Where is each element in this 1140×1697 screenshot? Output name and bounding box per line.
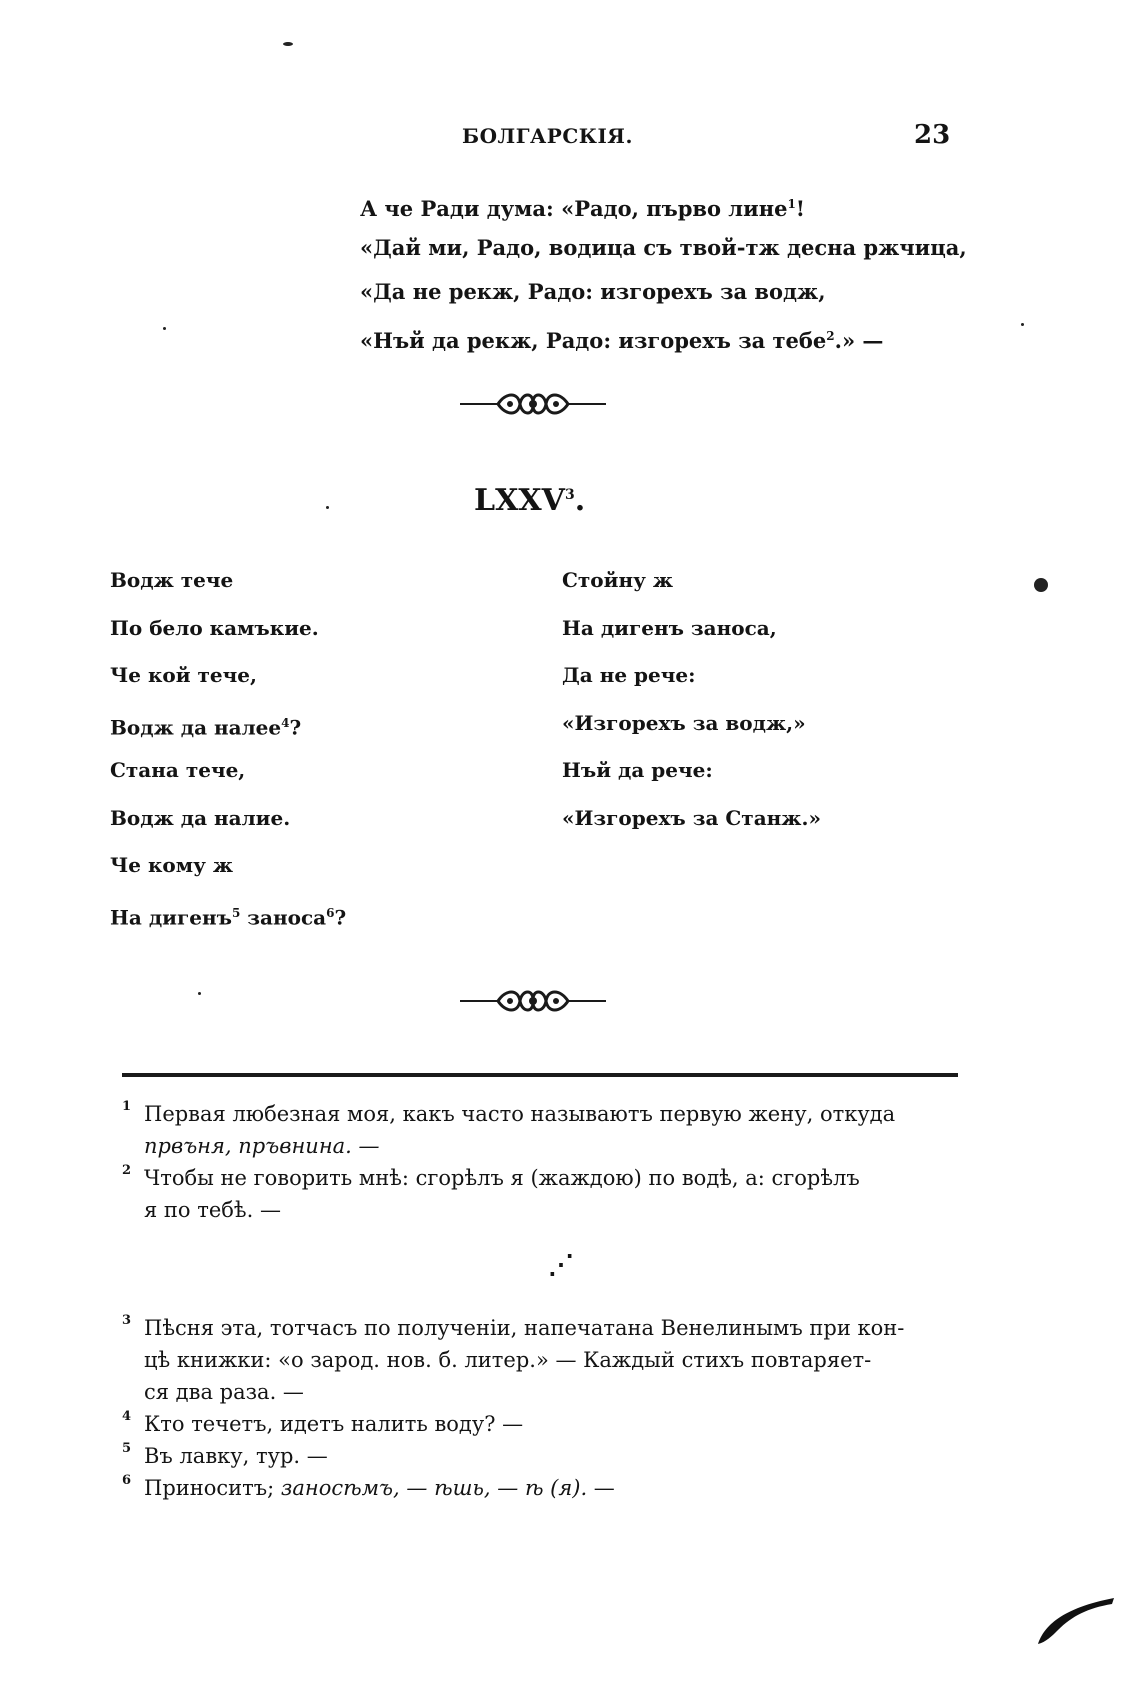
page-number: 23 [914,120,951,150]
verse-line: «Нъй да рекж, Радо: изгорехъ за тебе$^2$.» — [360,328,884,353]
verse-line: «Изгорехъ за Станж.» [562,805,821,830]
footnote [122,1408,977,1440]
verse-line: Водж да налее$^4$? [110,715,302,740]
running-head: БОЛГАРСКІЯ. [462,124,633,148]
footnote-italic-text: заносѣмъ, — ѣшь, — ѣ (я). [280,1476,588,1500]
verse-line: «Дай ми, Радо, водица съ твой-тж десна ржчица, [360,235,967,260]
footnote-text: Первая любезная моя, какъ часто называютъ первую жену, откуда [144,1102,896,1126]
verse-line: По бело камъкие. [110,615,319,640]
verse-line: На дигенъ заноса, [562,615,777,640]
footnote [122,1472,977,1504]
footnote [122,1098,977,1162]
footnote-text: Приноситъ; [144,1476,281,1500]
poem-right-column [562,562,821,847]
footnote-text: Кто течетъ, идетъ налить воду? — [144,1412,524,1436]
scan-speck [1034,578,1048,592]
verse-line: А че Ради дума: «Радо, първо лине$^1$! [360,196,806,221]
footnote-number: 2 [122,1163,132,1178]
scan-speck [163,327,166,330]
footnote [122,1312,977,1408]
verse-line: «Да не рекж, Радо: изгорехъ за водж, [360,279,826,304]
footnote-number: 5 [122,1441,132,1456]
footnote-number: 4 [122,1409,132,1424]
footnote-number: 6 [122,1473,132,1488]
footnote-number: 1 [122,1099,132,1114]
verse-line: «Изгорехъ за водж,» [562,710,806,735]
footnote-text: Пѣсня эта, тотчасъ по полученіи, напечатана Венелинымъ при кон- [144,1316,905,1340]
footnote-text: Въ лавку, тур. — [144,1444,328,1468]
footnote-continuation: цѣ книжки: «о зарод. нов. б. литер.» — Каждый стихъ повтаряет- [144,1348,872,1372]
footnote [122,1440,977,1472]
verse-line: Водж тече [110,568,234,592]
footnote-text: Чтобы не говорить мнѣ: сгорѣлъ я (жаждою) по водѣ, а: сгорѣлъ [144,1166,860,1190]
ink-smear [1036,1590,1116,1646]
footnote-continuation: првъня, пръвнина. — [144,1134,380,1158]
ornament-divider [458,386,608,422]
ornament-divider [458,983,608,1019]
footnote-continuation: я по тебѣ. — [144,1198,281,1222]
scan-speck [283,42,293,46]
footnote-number: 3 [122,1313,132,1328]
poem-left-column [110,562,346,942]
footnotes-group-2 [122,1312,977,1504]
scan-speck [198,992,201,995]
verse-line: Стойну ж [562,568,674,592]
section-break-dots: ⋰ [548,1250,574,1280]
verse-line: Че кому ж [110,853,234,877]
verse-line: Нъй да рече: [562,758,713,782]
footnotes-group-1 [122,1098,977,1226]
verse-line: Да не рече: [562,663,696,687]
top-verse [360,182,967,358]
scan-speck [1021,323,1024,326]
verse-line: Водж да налие. [110,805,291,830]
verse-line: Стана тече, [110,758,246,782]
verse-line: Че кой тече, [110,663,257,687]
scan-speck [326,506,329,509]
footnote [122,1162,977,1226]
footnote-continuation: ся два раза. — [144,1380,304,1404]
footnote-rule [122,1073,958,1077]
poem-heading: LXXV$^3$. [474,483,586,518]
verse-line: На дигенъ$^5$ заноса$^6$? [110,905,347,930]
footnote-text: — [587,1476,615,1500]
